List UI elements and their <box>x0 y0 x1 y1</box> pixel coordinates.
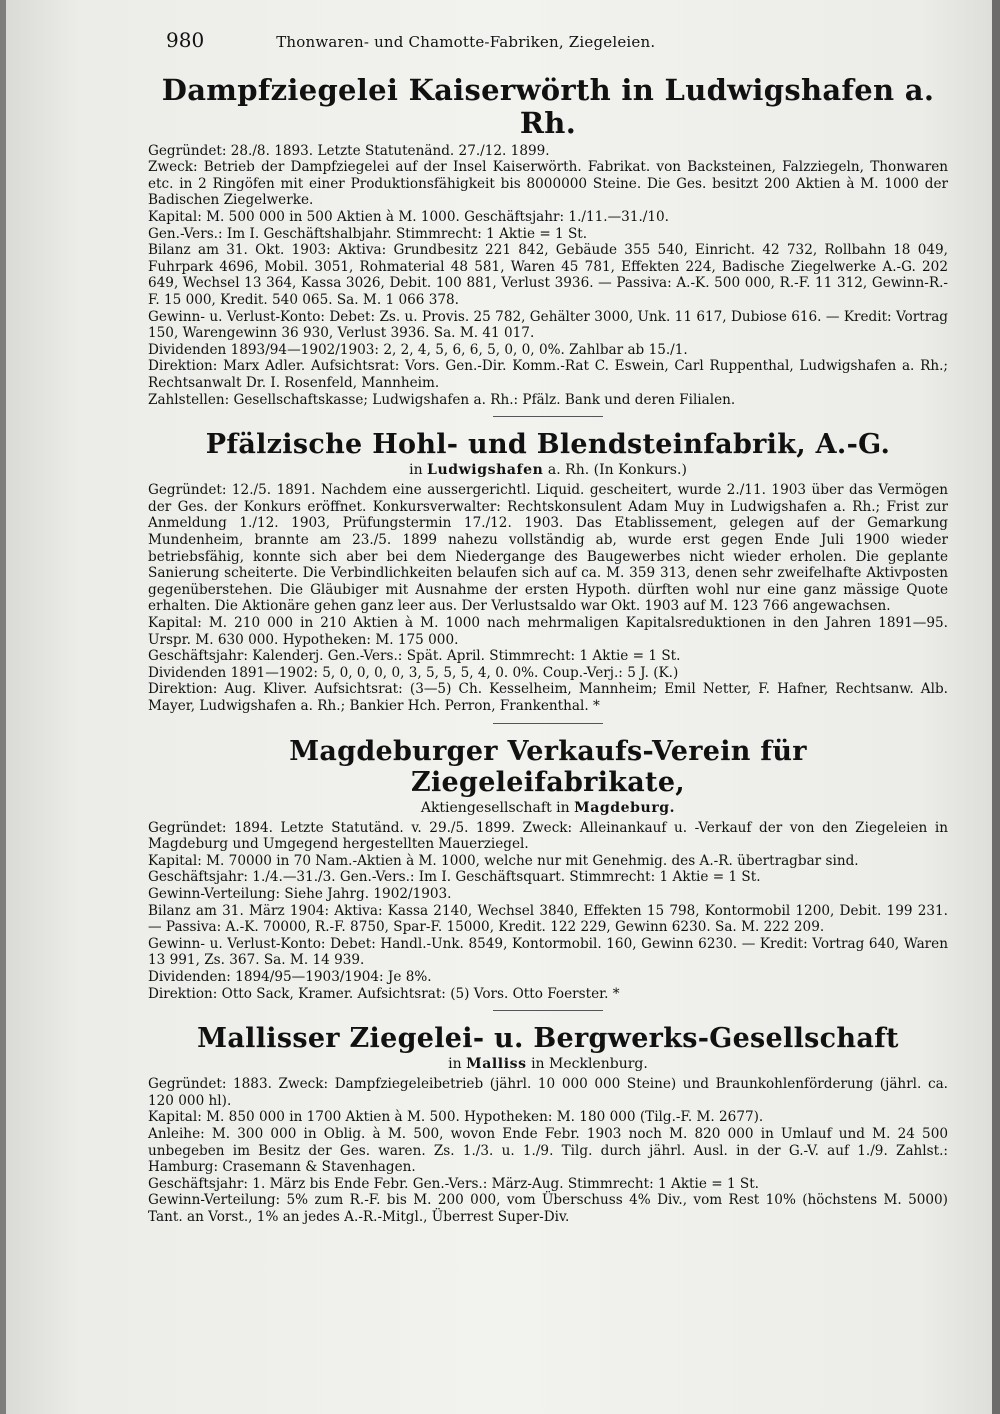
entry-paragraph: Gewinn- u. Verlust-Konto: Debet: Zs. u. Provis. 25 782, Gehälter 3000, Unk. 11 617, Dubiose 616. — Kredit: Vortrag 150, Warengewinn 36 930, Verlust 3936. Sa. M. 41 017. <box>148 308 948 342</box>
scan-edge-right <box>992 0 1000 1414</box>
company-subtitle <box>148 800 948 816</box>
entry-paragraph: Direktion: Otto Sack, Kramer. Aufsichtsrat: (5) Vors. Otto Foerster. * <box>148 985 620 1002</box>
company-entry-mallisser <box>148 1023 948 1225</box>
entry-paragraph: Dividenden 1891—1902: 5, 0, 0, 0, 0, 3, 5, 5, 5, 4, 0. 0%. Coup.-Verj.: 5 J. (K.) <box>148 664 679 681</box>
scan-edge-left <box>0 0 6 1414</box>
entry-paragraph: Kapital: M. 850 000 in 1700 Aktien à M. 500. Hypotheken: M. 180 000 (Tilg.-F. M. 2677). <box>148 1109 764 1126</box>
entry-paragraph: Direktion: Marx Adler. Aufsichtsrat: Vors. Gen.-Dir. Komm.-Rat C. Eswein, Carl Ruppenthal, Ludwigshafen a. Rh.; Rechtsanwalt Dr. I. Rosenfeld, Mannheim. <box>148 358 948 391</box>
entry-paragraph: Direktion: Aug. Kliver. Aufsichtsrat: (3—5) Ch. Kesselheim, Mannheim; Emil Netter, F. Hafner, Rechtsanw. Alb. Mayer, Ludwigshafen a. Rh.; Bankier Hch. Perron, Frankenthal. * <box>148 681 948 714</box>
company-title: Pfälzische Hohl- und Blendsteinfabrik, A.-G. <box>205 429 891 461</box>
section-divider <box>493 1010 603 1011</box>
entry-paragraph: Gewinn-Verteilung: Siehe Jahrg. 1902/1903. <box>148 886 452 903</box>
entry-paragraph: Gegründet: 1883. Zweck: Dampfziegeleibetrieb (jährl. 10 000 000 Steine) und Braunkohlenförderung (jährl. ca. 120 000 hl). <box>148 1076 948 1109</box>
subtitle-prefix: Aktiengesellschaft in <box>420 799 570 816</box>
company-entry-kaiserwoerth <box>148 74 948 417</box>
entry-paragraph: Gewinn- u. Verlust-Konto: Debet: Handl.-Unk. 8549, Kontormobil. 160, Gewinn 6230. — Kredit: Vortrag 640, Waren 13 991, Zs. 367. Sa. M. 14 939. <box>148 935 948 969</box>
entry-paragraph: Anleihe: M. 300 000 in Oblig. à M. 500, wovon Ende Febr. 1903 noch M. 820 000 in Umlauf und M. 24 500 unbegeben im Besitz der Ges. waren. Zs. 1./3. u. 1./9. Tilg. durch jährl. Ausl. in der G.-V. auf 1./9. Zahlst.: Hamburg: Crasemann & Stavenhagen. <box>148 1126 948 1176</box>
page-content <box>148 28 948 1238</box>
entry-paragraph: Zweck: Betrieb der Dampfziegelei auf der Insel Kaiserwörth. Fabrikat. von Backsteinen, Falzziegeln, Thonwaren etc. in 2 Ringöfen mit einer Produktionsfähigkeit bis 8000000 Steine. Die Ges. besitzt 200 Aktien à M. 1000 der Badischen Ziegelwerke. <box>148 159 948 209</box>
entry-paragraph: Geschäftsjahr: Kalenderj. Gen.-Vers.: Spät. April. Stimmrecht: 1 Aktie = 1 St. <box>148 648 681 665</box>
entry-paragraph: Gen.-Vers.: Im I. Geschäftshalbjahr. Stimmrecht: 1 Aktie = 1 St. <box>148 225 588 242</box>
entry-paragraph: Geschäftsjahr: 1. März bis Ende Febr. Gen.-Vers.: März-Aug. Stimmrecht: 1 Aktie = 1 St. <box>148 1175 760 1192</box>
company-subtitle <box>148 462 948 478</box>
entry-paragraph: Gegründet: 1894. Letzte Statutänd. v. 29./5. 1899. Zweck: Alleinankauf u. -Verkauf der von den Ziegeleien in Magdeburg und Umgegend hergestellten Mauerziegel. <box>148 819 948 853</box>
company-title: Dampfziegelei Kaiserwörth in Ludwigshafen a. Rh. <box>161 73 935 141</box>
company-entry-pfaelzische <box>148 429 948 723</box>
company-title: Magdeburger Verkaufs-Verein für Ziegeleifabrikate, <box>289 735 807 798</box>
entry-paragraph: Dividenden: 1894/95—1903/1904: Je 8%. <box>148 968 432 985</box>
entry-paragraph: Gewinn-Verteilung: 5% zum R.-F. bis M. 200 000, vom Überschuss 4% Div., vom Rest 10% (höchstens M. 5000) Tant. an Vorst., 1% an jedes A.-R.-Mitgl., Überrest Super-Div. <box>148 1192 948 1225</box>
subtitle-prefix: in <box>409 462 423 479</box>
entry-paragraph: Geschäftsjahr: 1./4.—31./3. Gen.-Vers.: Im I. Geschäftsquart. Stimmrecht: 1 Aktie = 1 St. <box>148 869 761 886</box>
entry-paragraph: Dividenden 1893/94—1902/1903: 2, 2, 4, 5, 6, 6, 5, 0, 0, 0%. Zahlbar ab 15./1. <box>148 341 688 358</box>
running-title: Thonwaren- und Chamotte-Fabriken, Ziegeleien. <box>276 33 656 51</box>
entry-paragraph: Bilanz am 31. März 1904: Aktiva: Kassa 2140, Wechsel 3840, Effekten 15 798, Kontormobil 1200, Debit. 199 231. — Passiva: A.-K. 70000, R.-F. 8750, Spar-F. 15000, Kredit. 122 229, Gewinn 6230. Sa. M. 222 209. <box>148 902 948 936</box>
entry-paragraph: Bilanz am 31. Okt. 1903: Aktiva: Grundbesitz 221 842, Gebäude 355 540, Einricht. 42 732, Rollbahn 18 049, Fuhrpark 4696, Mobil. 3051, Rohmaterial 48 581, Waren 45 781, Effekten 224, Badische Ziegelwerke A.-G. 202 649, Wechsel 13 364, Kassa 3026, Debit. 100 881, Verlust 3936. — Passiva: A.-K. 500 000, R.-F. 11 312, Gewinn-R.-F. 15 000, Kredit. 540 065. Sa. M. 1 066 378. <box>148 242 948 309</box>
entry-paragraph: Gegründet: 28./8. 1893. Letzte Statutenänd. 27./12. 1899. <box>148 142 550 159</box>
entry-paragraph: Gegründet: 12./5. 1891. Nachdem eine aussergerichtl. Liquid. gescheitert, wurde 2./11. 1903 über das Vermögen der Ges. der Konkurs eröffnet. Konkursverwalter: Rechtskonsulent Adam Muy in Ludwigshafen a. Rh.; Frist zur Anmeldung 1./12. 1903, Prüfungstermin 17./12. 1903. Das Etablissement, gelegen auf der Gemarkung Mundenheim, brannte am 23./5. 1899 nahezu vollständig ab, wurde erst gegen Ende Juli 1900 wieder betriebsfähig, konnte sich aber bei dem Niedergange des Baugewerbes nicht wieder erholen. Die geplante Sanierung scheiterte. Die Verbindlichkeiten belaufen sich auf ca. M. 359 313, denen sehr zweifelhafte Aktivposten gegenüberstehen. Die Gläubiger mit Ausnahme der ersten Hypoth. dürften wohl nur eine ganz mässige Quote erhalten. Die Aktionäre gehen ganz leer aus. Der Verlustsaldo war Okt. 1903 auf M. 123 766 angewachsen. <box>148 482 948 615</box>
page-number: 980 <box>166 28 205 52</box>
subtitle-place: Malliss <box>466 1056 527 1073</box>
entry-paragraph: Zahlstellen: Gesellschaftskasse; Ludwigshafen a. Rh.: Pfälz. Bank und deren Filialen. <box>148 391 736 408</box>
subtitle-place: Magdeburg. <box>574 799 676 816</box>
page-header <box>148 28 948 68</box>
subtitle-suffix: a. Rh. (In Konkurs.) <box>547 462 687 479</box>
subtitle-prefix: in <box>448 1056 462 1073</box>
section-divider <box>493 723 603 724</box>
subtitle-suffix: in Mecklenburg. <box>531 1056 648 1073</box>
entry-paragraph: Kapital: M. 70000 in 70 Nam.-Aktien à M. 1000, welche nur mit Genehmig. des A.-R. übertragbar sind. <box>148 852 859 869</box>
subtitle-place: Ludwigshafen <box>427 462 544 479</box>
company-title: Mallisser Ziegelei- u. Bergwerks-Gesellschaft <box>197 1023 899 1055</box>
entry-paragraph: Kapital: M. 500 000 in 500 Aktien à M. 1000. Geschäftsjahr: 1./11.—31./10. <box>148 209 669 226</box>
entry-paragraph: Kapital: M. 210 000 in 210 Aktien à M. 1000 nach mehrmaligen Kapitalsreduktionen in den Jahren 1891—95. Urspr. M. 630 000. Hypotheken: M. 175 000. <box>148 614 948 648</box>
company-subtitle <box>148 1056 948 1072</box>
company-entry-magdeburger <box>148 736 948 1012</box>
section-divider <box>493 416 603 417</box>
